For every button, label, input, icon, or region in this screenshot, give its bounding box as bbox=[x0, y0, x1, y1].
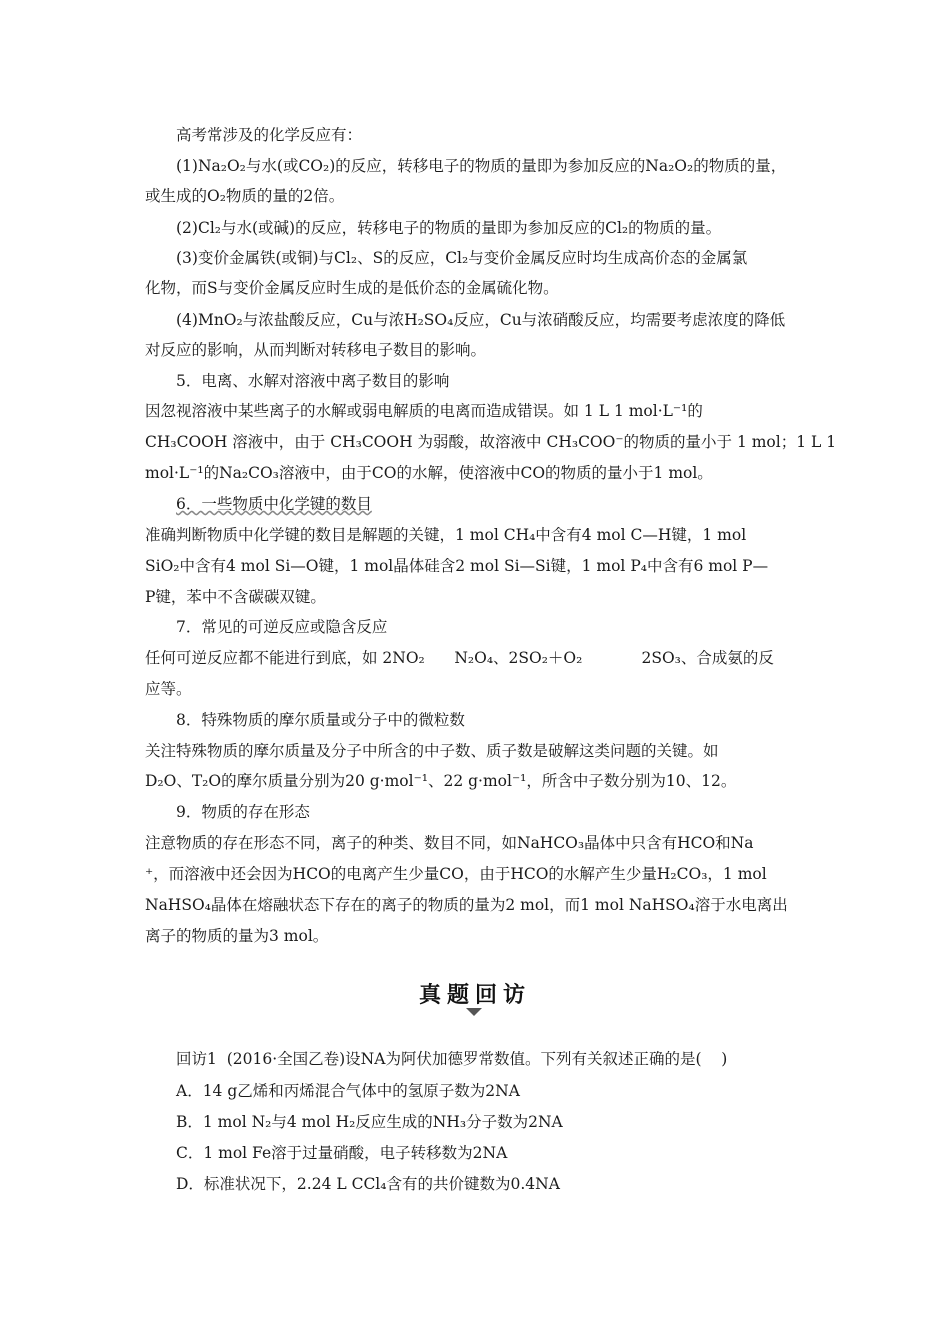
paragraph-5: 因忽视溶液中某些离子的水解或弱电解质的电离而造成错误。如 1 L 1 mol·L⁻¹的 bbox=[145, 402, 703, 420]
paragraph-8-cont: D₂O、T₂O的摩尔质量分别为20 g·mol⁻¹、22 g·mol⁻¹，所含中子数分别为10、12。 bbox=[145, 772, 737, 790]
paragraph-1-cont: 或生成的O₂物质的量的2倍。 bbox=[145, 187, 345, 205]
option-c: C．1 mol Fe溶于过量硝酸，电子转移数为2NA bbox=[176, 1144, 508, 1162]
paragraph-3: (3)变价金属铁(或铜)与Cl₂、S的反应，Cl₂与变价金属反应时均生成高价态的金属氯 bbox=[176, 249, 748, 267]
heading-9: 9．物质的存在形态 bbox=[176, 803, 310, 821]
paragraph-6-cont-2: P键，苯中不含碳碳双键。 bbox=[145, 588, 326, 606]
paragraph-2: (2)Cl₂与水(或碱)的反应，转移电子的物质的量即为参加反应的Cl₂的物质的量。 bbox=[176, 219, 722, 237]
section-heading bbox=[0, 978, 950, 1009]
paragraph-9-cont-1: ⁺，而溶液中还会因为HCO的电离产生少量CO，由于HCO的水解产生少量H₂CO₃，1 mol bbox=[145, 865, 767, 883]
paragraph-7: 任何可逆反应都不能进行到底，如 2NO₂ N₂O₄、2SO₂＋O₂ 2SO₃、合成氨的反 bbox=[145, 649, 774, 667]
question-stem: 回访1 (2016·全国乙卷)设NA为阿伏加德罗常数值。下列有关叙述正确的是( ) bbox=[176, 1050, 728, 1068]
paragraph-8: 关注特殊物质的摩尔质量及分子中所含的中子数、质子数是破解这类问题的关键。如 bbox=[145, 742, 719, 760]
paragraph-6: 准确判断物质中化学键的数目是解题的关键，1 mol CH₄中含有4 mol C—H键，1 mol bbox=[145, 526, 747, 544]
heading-5: 5．电离、水解对溶液中离子数目的影响 bbox=[176, 372, 450, 390]
paragraph-4: (4)MnO₂与浓盐酸反应，Cu与浓H₂SO₄反应，Cu与浓硝酸反应，均需要考虑浓度的降低 bbox=[176, 311, 786, 329]
heading-7: 7．常见的可逆反应或隐含反应 bbox=[176, 618, 388, 636]
paragraph-3-cont: 化物，而S与变价金属反应时生成的是低价态的金属硫化物。 bbox=[145, 279, 559, 297]
option-a: A．14 g乙烯和丙烯混合气体中的氢原子数为2NA bbox=[176, 1082, 520, 1100]
intro-text: 高考常涉及的化学反应有： bbox=[176, 126, 363, 144]
triangle-down-icon bbox=[466, 1008, 482, 1016]
option-d: D．标准状况下，2.24 L CCl₄含有的共价键数为0.4NA bbox=[176, 1175, 560, 1193]
paragraph-9-cont-3: 离子的物质的量为3 mol。 bbox=[145, 927, 329, 945]
paragraph-9: 注意物质的存在形态不同，离子的种类、数目不同，如NaHCO₃晶体中只含有HCO和Na bbox=[145, 834, 754, 852]
paragraph-5-cont-1: CH₃COOH 溶液中，由于 CH₃COOH 为弱酸，故溶液中 CH₃COO⁻的物质的量小于 1 mol；1 L 1 bbox=[145, 433, 837, 451]
paragraph-7-cont: 应等。 bbox=[145, 680, 192, 698]
heading-8: 8．特殊物质的摩尔质量或分子中的微粒数 bbox=[176, 711, 465, 729]
option-b: B．1 mol N₂与4 mol H₂反应生成的NH₃分子数为2NA bbox=[176, 1113, 563, 1131]
paragraph-9-cont-2: NaHSO₄晶体在熔融状态下存在的离子的物质的量为2 mol，而1 mol NaHSO₄溶于水电离出 bbox=[145, 896, 788, 914]
paragraph-5-cont-2: mol·L⁻¹的Na₂CO₃溶液中，由于CO的水解，使溶液中CO的物质的量小于1 mol。 bbox=[145, 464, 713, 482]
section-title: 真题回访 bbox=[418, 983, 531, 1008]
paragraph-6-cont-1: SiO₂中含有4 mol Si—O键，1 mol晶体硅含2 mol Si—Si键，1 mol P₄中含有6 mol P— bbox=[145, 557, 769, 575]
paragraph-1: (1)Na₂O₂与水(或CO₂)的反应，转移电子的物质的量即为参加反应的Na₂O₂的物质的量， bbox=[176, 157, 787, 175]
heading-6: 6．一些物质中化学键的数目 bbox=[176, 495, 372, 513]
paragraph-4-cont: 对反应的影响，从而判断对转移电子数目的影响。 bbox=[145, 341, 487, 359]
